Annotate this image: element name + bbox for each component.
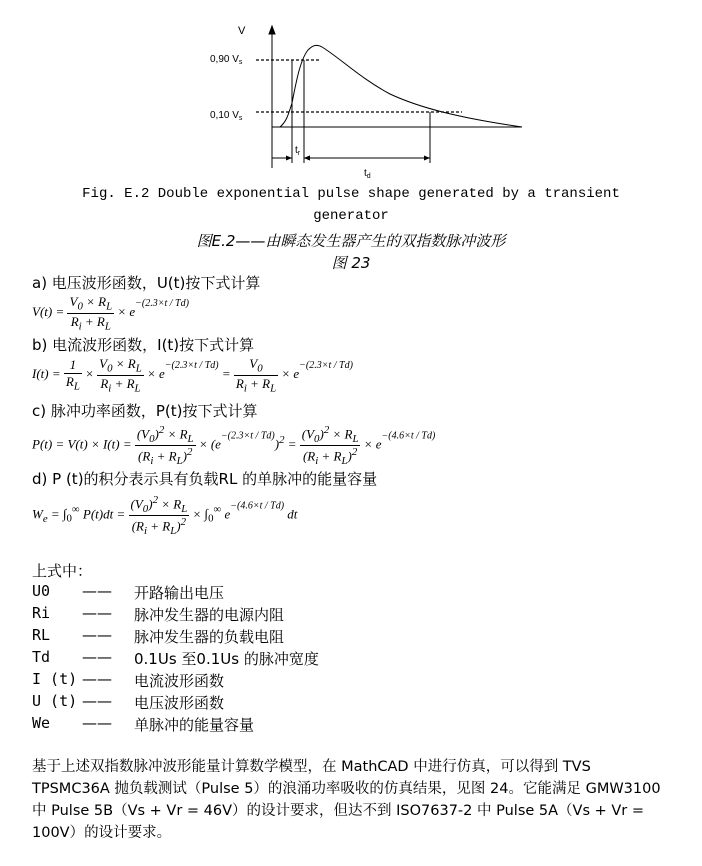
symbol-description: 电压波形函数	[134, 694, 225, 712]
symbol-dash: ——	[82, 582, 112, 600]
level-high-label	[210, 54, 243, 66]
symbol-name: Td	[32, 648, 51, 666]
level-low-label	[210, 110, 243, 122]
symbol-description: 开路输出电压	[134, 584, 225, 602]
symbol-description: 电流波形函数	[134, 672, 225, 690]
symbol-dash: ——	[82, 670, 112, 688]
symbol-dash: ——	[82, 604, 112, 622]
item-d-text: d) P (t)的积分表示具有负载RL 的单脉冲的能量容量	[32, 470, 378, 488]
symbol-description: 0.1Us 至0.1Us 的脉冲宽度	[134, 650, 319, 668]
equation-energy: $W_e = \int_0^\infty$ P(t)dt = $\frac{(V_0)^2 \times R_L}{(R_i + R_L)^2}$ × $\int_0^\infty$ $e^{-(4.6\times t / Td)}$ dt	[32, 494, 298, 537]
svg-text:0,90 Vs: 0,90 $V_s$	[210, 54, 243, 66]
caption-english-line2: generator	[313, 208, 389, 224]
pulse-curve	[280, 45, 522, 127]
symbol-dash: ——	[82, 626, 112, 644]
conclusion-paragraph: 基于上述双指数脉冲波形能量计算数学模型，在 MathCAD 中进行仿真，可以得到 TVS TPSMC36A 抛负载测试（Pulse 5）的浪涌功率吸收的仿真结果，见图 24。它能满足 GMW3100 中 Pulse 5B（Vs + Vr = 46V）的设计要求，但达不到 ISO7637-2 中 Pulse 5A（Vs + Vr = 100V）的设计要求。	[32, 759, 661, 841]
equation-power: P(t) = V(t) × I(t) = $\frac{(V_0)^2 \times R_L}{(R_i + R_L)^2}$ × $(e^{-(2.3\times t / Td)})^2$ = $\frac{(V_0)^2 \times R_L}{(R_i + R_L)^2}$ × $e^{-(4.6\times t / Td)}$	[32, 424, 436, 467]
symbol-description: 脉冲发生器的电源内阻	[134, 606, 285, 624]
symbol-name: U0	[32, 582, 51, 600]
caption-chinese: 图E.2——由瞬态发生器产生的双指数脉冲波形	[196, 232, 506, 250]
symbol-description: 单脉冲的能量容量	[134, 716, 255, 734]
equation-voltage: V(t) = $\frac{V_0 \times R_L}{R_i + R_L}$ × $e^{-(2.3\times t / Td)}$	[32, 294, 189, 333]
v-axis-label: V	[238, 25, 246, 37]
symbol-dash: ——	[82, 714, 112, 732]
symbol-name: Ri	[32, 604, 51, 622]
equation-current: I(t) = $\frac{1}{R_L}$ × $\frac{V_0 \times R_L}{R_i + R_L}$ × $e^{-(2.3\times t / Td)}$ = $\frac{V_0}{R_i + R_L}$ × $e^{-(2.3\times t / Td)}$	[32, 356, 353, 395]
symbol-description: 脉冲发生器的负载电阻	[134, 628, 285, 646]
symbol-name: I (t)	[32, 670, 78, 688]
item-a-text: a) 电压波形函数，U(t)按下式计算	[32, 274, 261, 292]
tr-label: $t_r$	[295, 145, 301, 157]
caption-figure-number: 图 23	[331, 254, 371, 272]
symbol-dash: ——	[82, 692, 112, 710]
symbols-heading: 上式中：	[32, 562, 93, 580]
symbol-dash: ——	[82, 648, 112, 666]
symbol-name: We	[32, 714, 51, 732]
symbol-name: U (t)	[32, 692, 78, 710]
caption-english-line1: Fig. E.2 Double exponential pulse shape generated by a transient	[82, 186, 620, 202]
item-b-text: b) 电流波形函数，I(t)按下式计算	[32, 336, 255, 354]
td-label: $t_d$	[364, 168, 371, 180]
symbol-name: RL	[32, 626, 51, 644]
item-c-text: c) 脉冲功率函数，P(t)按下式计算	[32, 402, 258, 420]
symbols-list	[32, 582, 532, 742]
pulse-waveform-figure	[200, 18, 540, 188]
svg-text:0,10 Vs: 0,10 $V_s$	[210, 110, 243, 122]
level-dashed-lines	[256, 60, 462, 112]
